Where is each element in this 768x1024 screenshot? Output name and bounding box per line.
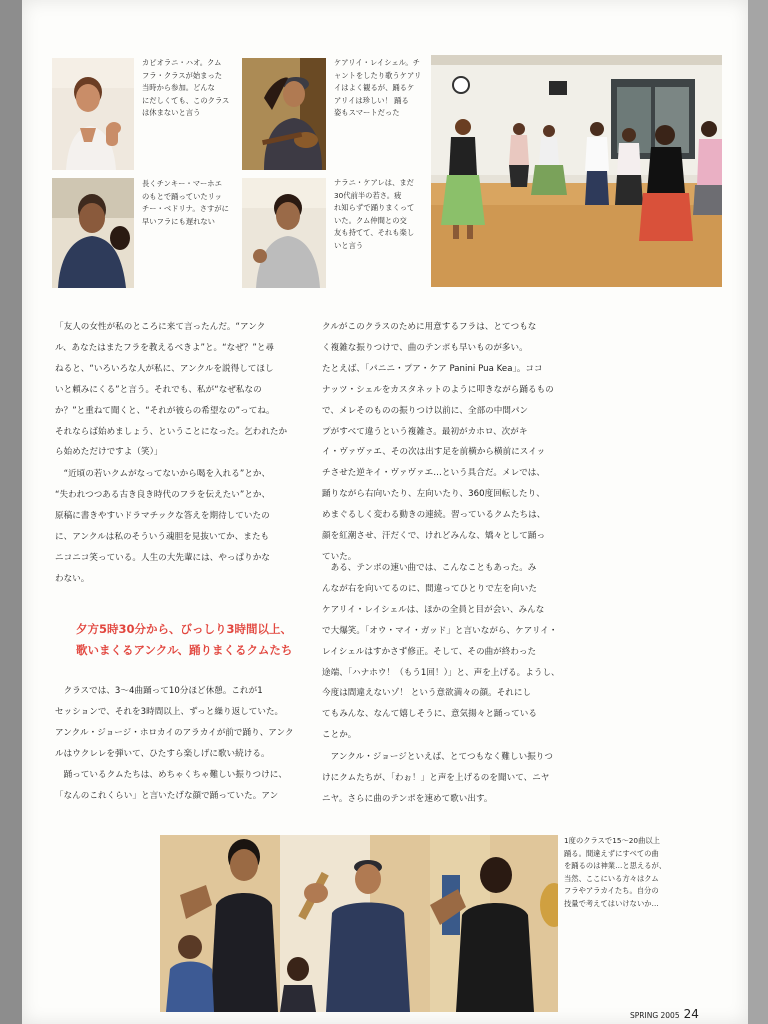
photo-hula-class bbox=[431, 55, 722, 287]
section-heading: 夕方5時30分から、びっしり3時間以上、 歌いまくるアンクル、踊りまくるクムたち bbox=[76, 622, 293, 657]
photo-ritchie bbox=[52, 178, 134, 288]
article-paragraph: アンクル・ジョージといえば、とてつもなく難しい振りつ けにクムたちが、「わぉ！」と声を上げるのを聞いて、ニヤ ニヤ。さらに曲のテンポを速めて歌い出す。 bbox=[322, 752, 554, 804]
magazine-page bbox=[22, 0, 748, 1024]
right-margin-strip bbox=[748, 0, 768, 1024]
page-footer bbox=[630, 1007, 699, 1021]
caption-ritchie: 長くチンキー・マーホエ のもとで踊っていたリッ チー・ベドリナ。さすがに 早いフラにも遅れない bbox=[142, 179, 229, 226]
caption-bottom-photo: 1度のクラスで15〜20曲以上 踊る。間違えずにすべての曲 を踊るのは神業…と思えるが、 当然、ここにいる方々はクム フラやアラカイたち。自分の 技量で考えてはいけないか… bbox=[564, 836, 667, 908]
caption-keali: ケアリイ・レイシェル。チ ャントをしたり歌うケアリ イはよく観るが、踊るケ アリイは珍しい！ 踊る 姿もスマートだった bbox=[334, 58, 422, 117]
page-number: 24 bbox=[683, 1007, 699, 1021]
photo-narani bbox=[242, 178, 326, 288]
article-paragraph: “近頃の若いクムがなってないから喝を入れる”とか、 “失われつつある古き良き時代のフラを伝えたい”とか、 原稿に書きやすいドラマチックな答えを期待していたの に、アンクルは私のそういう魂胆を見抜いてか、またも ニコニコ笑っている。人生の大先輩には、やっぱりかな わない。 bbox=[55, 469, 271, 584]
photo-dancers-bottom bbox=[160, 835, 558, 1012]
left-margin-strip bbox=[0, 0, 22, 1024]
article-paragraph: クラスでは、3〜4曲踊って10分ほど休憩。これが1 セッションで、それを3時間以上、ずっと繰り返していた。 アンクル・ジョージ・ホロカイのアラカイが前で踊り、アンク ルはウクレレを弾いて、ひたすら楽しげに歌い続ける。 踊っているクムたちは、めちゃくちゃ難しい振りつけに、 「なんのこれくらい」と言いたげな顔で踊っていた。アン bbox=[55, 686, 294, 801]
caption-narani: ナラニ・ケアレは、まだ 30代前半の若さ。疲 れ知らずで踊りまくって いた。クム仲間との交 友も持てて、それも楽し いと言う bbox=[334, 178, 415, 250]
photo-keali-ukulele bbox=[242, 58, 326, 170]
issue-label: SPRING 2005 bbox=[630, 1011, 680, 1020]
article-paragraph: 「友人の女性が私のところに来て言ったんだ。“アンク ル、あなたはまたフラを教えるべきよ”と。“なぜ？”と尋 ねると、“いろいろな人が私に、アンクルを説得してほし いと頼みにくる”と言う。それでも、私が“なぜ私なの か？”と重ねて聞くと、“それが彼らの希望なの”ってね。 それならば始めましょう、ということになった。乞われたか ら始めただけですよ（笑）」 bbox=[55, 322, 288, 458]
photo-kapiolani bbox=[52, 58, 134, 170]
caption-kapiolani: カピオラニ・ハオ。クム フラ・クラスが始まった 当時から参加。どんな にだしくても、このクラス は休まないと言う bbox=[142, 58, 230, 117]
article-paragraph: ある、テンポの速い曲では、こんなこともあった。み んなが右を向いてるのに、間違ってひとりで左を向いた ケアリイ・レイシェルは、ほかの全員と目が会い、みんな で大爆笑。「オウ・マイ・ガッド」と言いながら、ケアリイ・ レイシェルはすかさず修正。そして、その曲が終わった 途端、「ハナホウ！（もう1回！）」と、声を上げる。ようし、 今度は間違えないゾ！ という意欲満々の顔。それにし てもみんな、なんて嬉しそうに、意気揚々と踊っている ことか。 bbox=[322, 563, 560, 741]
article-paragraph: クルがこのクラスのために用意するフラは、とてつもな く複雑な振りつけで、曲のテンポも早いものが多い。 たとえば、「パニニ・プア・ケア Panini Pua Kea」。ココ ナッツ・シェルをカスタネットのように叩きながら踊るもの で、メレそのものの振りつけ以前に、全部の中間パン プがすべて違うという複雑さ。最初がカホロ、次がキ イ・ヴァヴァエ、その次は出す足を前横から横前にスイッ チさせた逆キイ・ヴァヴァエ…という具合だ。メレでは、 踊りながら右向いたり、左向いたり、360度回転したり、 めまぐるしく変わる動きの連続。習っているクムたちは、 顔を紅潮させ、汗だくで、けれどみんな、矯々として踊っ ていた。 bbox=[322, 322, 554, 562]
